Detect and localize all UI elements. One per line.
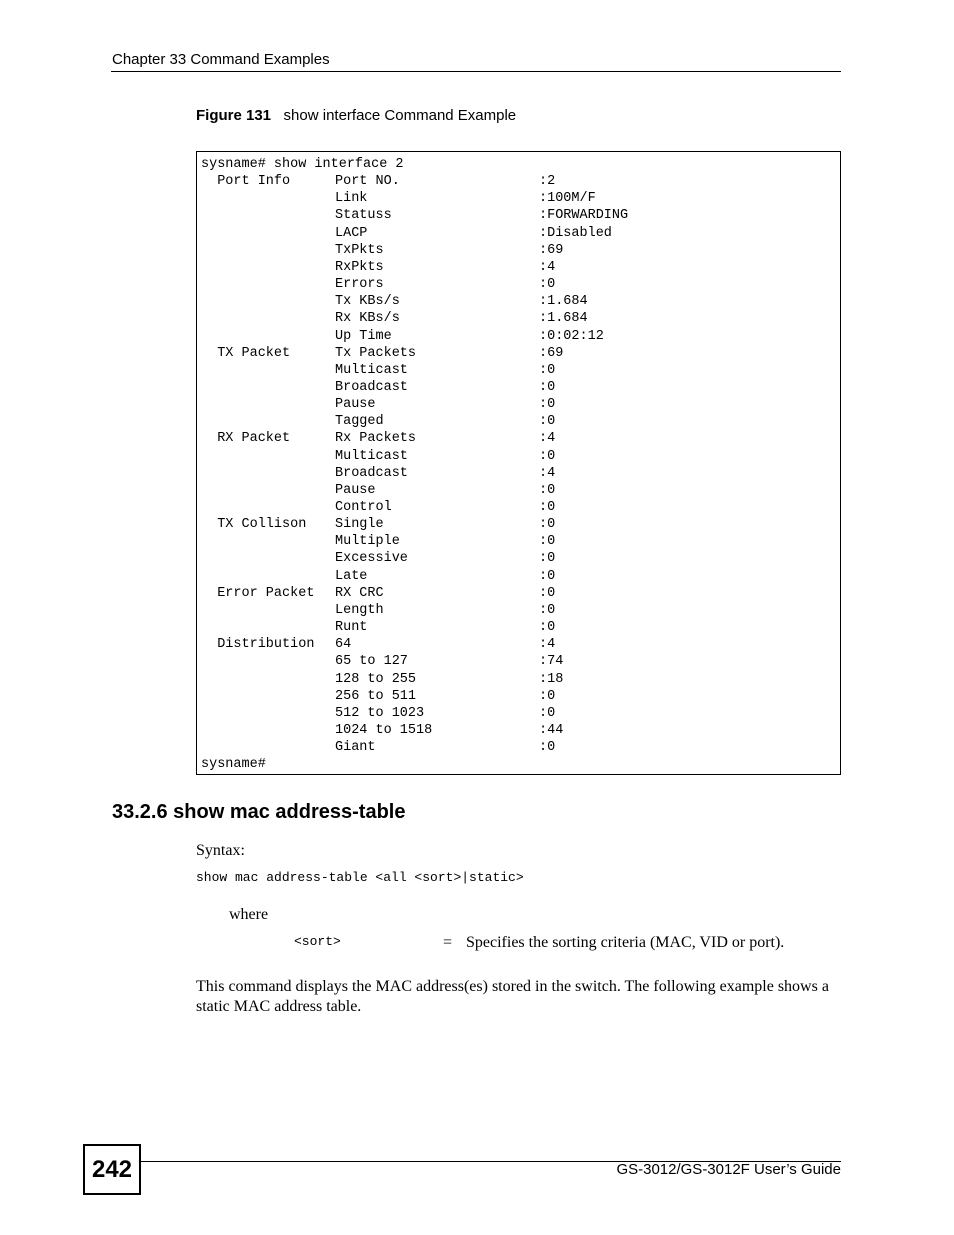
body-paragraph: This command displays the MAC address(es) stored in the switch. The following example shows a static MAC address table. xyxy=(196,978,829,1015)
code-example-box xyxy=(196,151,841,775)
code-value: :0 xyxy=(539,620,556,636)
code-value: :0 xyxy=(539,482,556,498)
code-value: :1.684 xyxy=(539,311,588,327)
code-value: :0 xyxy=(539,500,556,515)
chapter-header: Chapter 33 Command Examples xyxy=(112,51,330,68)
parameter-equals: = xyxy=(443,934,453,951)
code-value: :69 xyxy=(539,345,564,361)
code-field: Tx Packets xyxy=(335,345,417,361)
code-value: :0 xyxy=(539,602,556,618)
code-field: 128 to 255 xyxy=(335,671,417,687)
figure-title: show interface Command Example xyxy=(283,107,517,124)
code-field: LACP xyxy=(335,225,368,241)
code-value: :4 xyxy=(539,431,556,447)
code-field: Runt xyxy=(335,620,368,636)
code-value: :0 xyxy=(539,705,556,721)
code-value: :2 xyxy=(539,174,556,190)
code-field: TxPkts xyxy=(335,242,384,258)
code-field: Broadcast xyxy=(335,379,408,395)
code-field: Rx KBs/s xyxy=(335,311,400,327)
code-value: :0 xyxy=(539,414,556,430)
code-field: Multicast xyxy=(335,448,408,464)
code-value: :0 xyxy=(539,585,556,601)
code-group: TX Packet xyxy=(201,345,291,361)
section-heading: 33.2.6 show mac address-table xyxy=(112,801,406,823)
code-field: RX CRC xyxy=(335,585,384,601)
code-field: Late xyxy=(335,568,368,584)
code-value: :0 xyxy=(539,397,556,413)
code-field: Errors xyxy=(335,277,384,293)
parameter-description: Specifies the sorting criteria (MAC, VID or port). xyxy=(466,934,785,951)
code-value: :4 xyxy=(539,465,556,481)
figure-caption xyxy=(196,107,516,124)
code-value: :69 xyxy=(539,242,564,258)
syntax-code: show mac address-table <all <sort>|static> xyxy=(196,870,524,885)
code-field: Broadcast xyxy=(335,465,408,481)
code-value: :44 xyxy=(539,722,564,738)
code-value: :0 xyxy=(539,277,556,293)
code-value: :FORWARDING xyxy=(539,208,629,224)
code-value: :0 xyxy=(539,740,556,756)
page-number: 242 xyxy=(83,1144,141,1195)
code-value: :1.684 xyxy=(539,294,588,310)
figure-label: Figure 131 xyxy=(196,107,272,124)
code-field: Rx Packets xyxy=(335,431,417,447)
code-field: Single xyxy=(335,517,384,533)
code-value: :18 xyxy=(539,671,564,687)
code-value: :0 xyxy=(539,517,556,533)
code-value: :0 xyxy=(539,551,556,567)
code-field: 64 xyxy=(335,637,352,653)
code-field: Control xyxy=(335,500,392,515)
syntax-label: Syntax: xyxy=(196,842,245,859)
code-value: :0 xyxy=(539,688,556,704)
parameter-name: <sort> xyxy=(294,934,341,949)
code-field: Link xyxy=(335,191,368,207)
code-value: :0:02:12 xyxy=(539,328,604,344)
code-value: :4 xyxy=(539,259,556,275)
code-field: 65 to 127 xyxy=(335,654,408,670)
code-group: Error Packet xyxy=(201,585,315,601)
guide-title: GS-3012/GS-3012F User’s Guide xyxy=(616,1161,841,1178)
code-field: 512 to 1023 xyxy=(335,705,425,721)
code-value: :0 xyxy=(539,379,556,395)
code-field: Up Time xyxy=(335,328,392,344)
where-label: where xyxy=(229,906,269,923)
code-value: :0 xyxy=(539,568,556,584)
code-field: Excessive xyxy=(335,551,408,567)
code-field: Pause xyxy=(335,397,376,413)
code-field: Statuss xyxy=(335,208,392,224)
header-rule xyxy=(111,71,841,72)
code-field: RxPkts xyxy=(335,259,384,275)
code-field: Tx KBs/s xyxy=(335,294,400,310)
code-group: Port Info xyxy=(201,174,291,190)
code-value: :Disabled xyxy=(539,225,612,241)
code-field: Pause xyxy=(335,482,376,498)
code-group: Distribution xyxy=(201,637,315,653)
code-field: Multicast xyxy=(335,362,408,378)
code-field: 256 to 511 xyxy=(335,688,417,704)
code-value: :0 xyxy=(539,534,556,550)
code-field: Giant xyxy=(335,740,376,756)
code-group: RX Packet xyxy=(201,431,291,447)
code-value: :0 xyxy=(539,362,556,378)
code-value: :100M/F xyxy=(539,191,596,207)
code-field: Tagged xyxy=(335,414,384,430)
code-field: 1024 to 1518 xyxy=(335,722,433,738)
code-field: Port NO. xyxy=(335,174,400,190)
code-group: sysname# xyxy=(201,757,266,773)
code-field: Length xyxy=(335,602,384,618)
code-value: :4 xyxy=(539,637,556,653)
code-group: sysname# show interface 2 xyxy=(201,157,404,172)
code-field: Multiple xyxy=(335,534,400,550)
code-value: :0 xyxy=(539,448,556,464)
code-group: TX Collison xyxy=(201,517,307,533)
code-value: :74 xyxy=(539,654,564,670)
